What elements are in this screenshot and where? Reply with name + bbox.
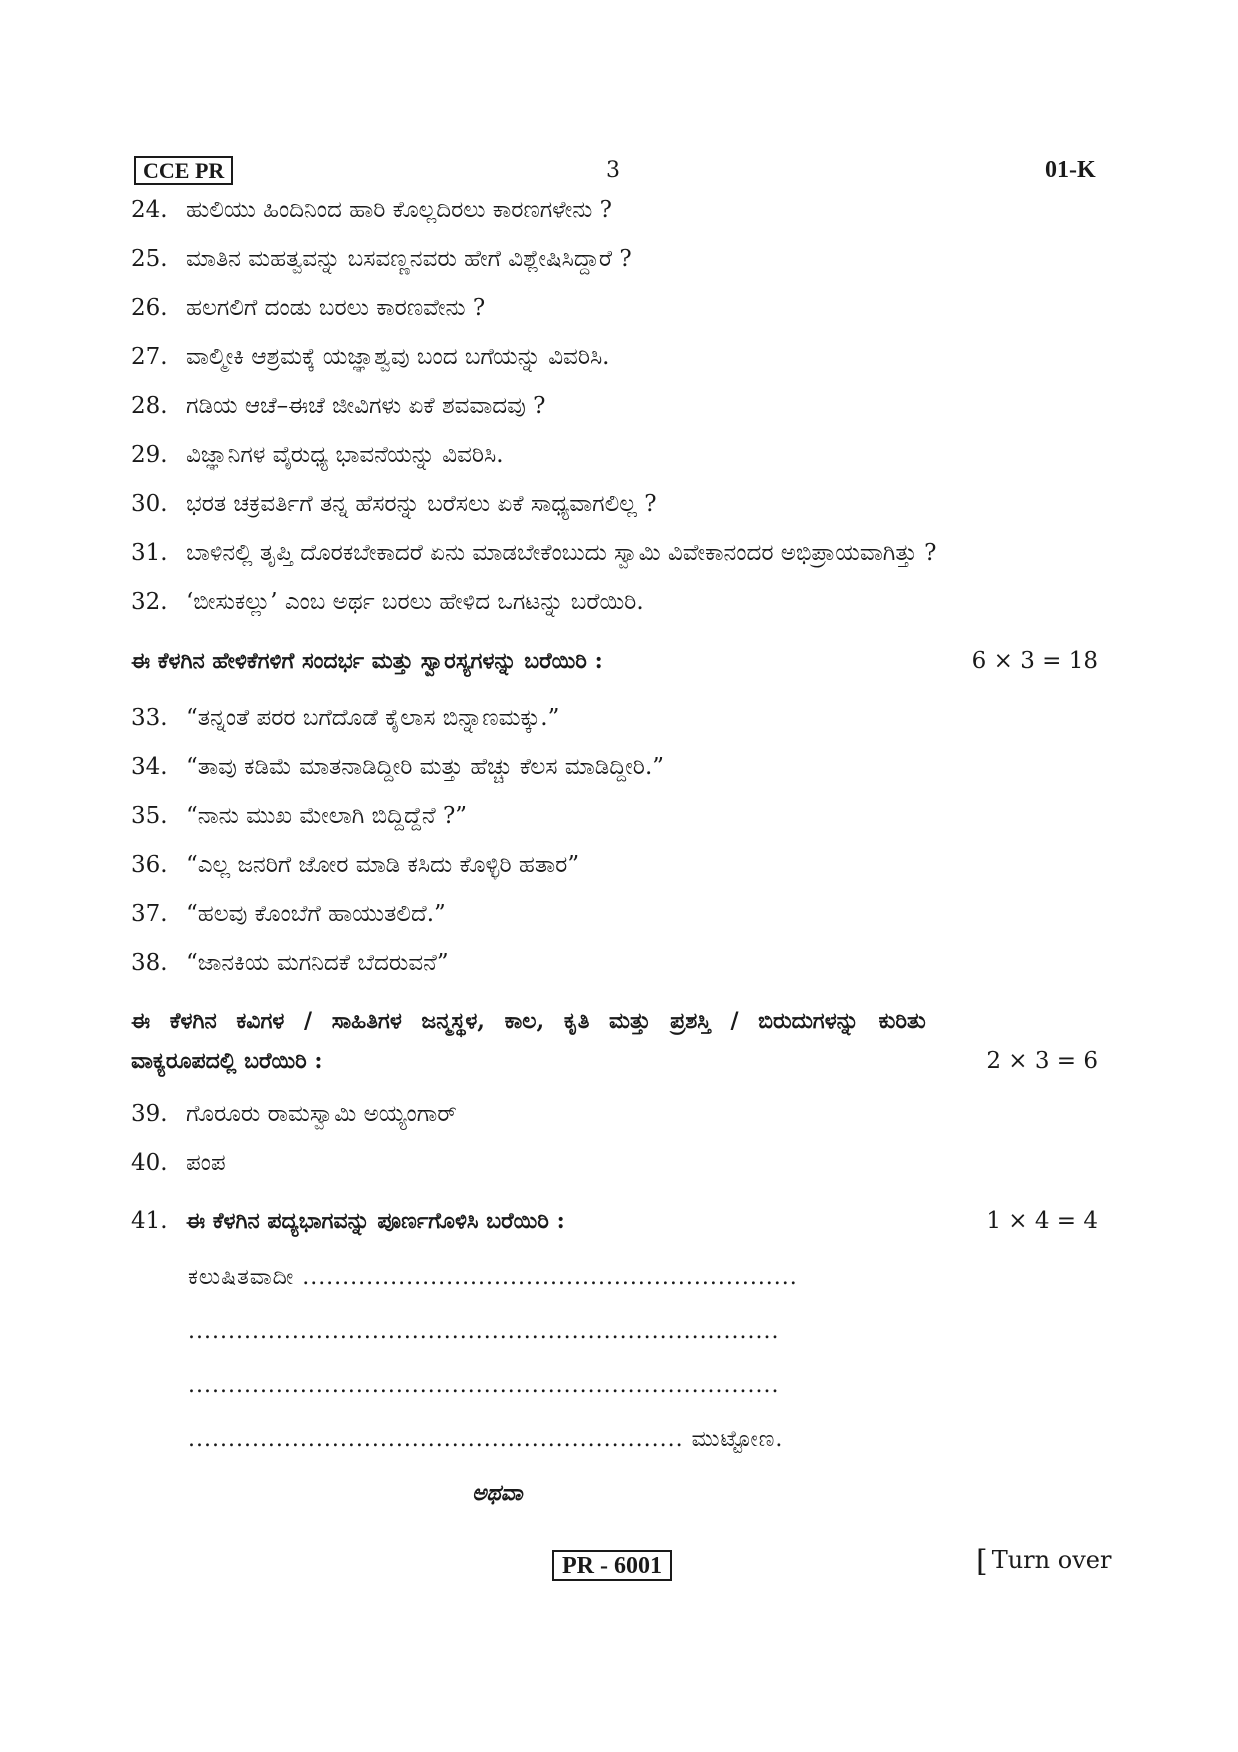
question-item: [131, 1147, 226, 1179]
question-item: [131, 849, 579, 881]
question-number: 33.: [131, 705, 168, 731]
question-item: [131, 488, 657, 520]
subject-code: 01-K: [1045, 157, 1096, 183]
question-item: [131, 292, 485, 324]
question-item: [131, 1098, 457, 1130]
question-item: [131, 439, 504, 471]
question-text: ಹಲಗಲಿಗೆ ದಂಡು ಬರಲು ಕಾರಣವೇನು ?: [186, 295, 486, 321]
question-text: ಬಾಳಿನಲ್ಲಿ ತೃಪ್ತಿ ದೊರಕಬೇಕಾದರೆ ಏನು ಮಾಡಬೇಕೆಂಬುದು ಸ್ವಾಮಿ ವಿವೇಕಾನಂದರ ಅಭಿಪ್ರಾಯವಾಗಿತ್ತು ?: [186, 540, 937, 566]
question-text: “ಹಲವು ಕೊಂಬೆಗೆ ಹಾಯುತಲಿದೆ.”: [186, 901, 446, 927]
question-text: ವಾಲ್ಮೀಕಿ ಆಶ್ರಮಕ್ಕೆ ಯಜ್ಞಾಶ್ವವು ಬಂದ ಬಗೆಯನ್ನು ವಿವರಿಸಿ.: [186, 344, 610, 370]
question-number: 40.: [131, 1150, 168, 1176]
question-number: 24.: [131, 197, 168, 223]
question-item: [131, 537, 937, 569]
question-number: 39.: [131, 1101, 168, 1127]
page-number: 3: [606, 158, 620, 183]
question-text: ಹುಲಿಯು ಹಿಂದಿನಿಂದ ಹಾರಿ ಕೊಲ್ಲದಿರಲು ಕಾರಣಗಳೇನು ?: [186, 197, 612, 223]
question-number: 31.: [131, 540, 168, 566]
question-number: 26.: [131, 295, 168, 321]
section-instruction-poets-cont: ವಾಕ್ಯರೂಪದಲ್ಲಿ ಬರೆಯಿರಿ :: [131, 1048, 323, 1074]
question-text: ‘ಬೀಸುಕಲ್ಲು’ ಎಂಬ ಅರ್ಥ ಬರಲು ಹೇಳಿದ ಒಗಟನ್ನು ಬರೆಯಿರಿ.: [186, 589, 644, 615]
section-instruction-context: ಈ ಕೆಳಗಿನ ಹೇಳಿಕೆಗಳಿಗೆ ಸಂದರ್ಭ ಮತ್ತು ಸ್ವಾರಸ್ಯಗಳನ್ನು ಬರೆಯಿರಿ :: [131, 648, 603, 674]
question-text: ವಿಜ್ಞಾನಿಗಳ ವೈರುಧ್ಯ ಭಾವನೆಯನ್ನು ವಿವರಿಸಿ.: [186, 442, 504, 468]
question-text: ಮಾತಿನ ಮಹತ್ವವನ್ನು ಬಸವಣ್ಣನವರು ಹೇಗೆ ವಿಶ್ಲೇಷಿಸಿದ್ದಾರೆ ?: [186, 246, 632, 272]
question-number: 30.: [131, 491, 168, 517]
poem-blank-line: ..........................................................................: [188, 1373, 780, 1398]
paper-code-box: CCE PR: [134, 156, 233, 185]
question-text: ಗಡಿಯ ಆಚೆ–ಈಚೆ ಜೀವಿಗಳು ಏಕೆ ಶವವಾದವು ?: [186, 393, 546, 419]
question-number: 35.: [131, 803, 168, 829]
question-item: [131, 243, 632, 275]
poem-blank-line: ಕಲುಷಿತವಾದೀ ..............................................................: [188, 1265, 798, 1290]
question-item: [131, 341, 609, 373]
question-number: 37.: [131, 901, 168, 927]
section-marks: 2 × 3 = 6: [986, 1048, 1098, 1074]
question-number: 29.: [131, 442, 168, 468]
question-text: ಈ ಕೆಳಗಿನ ಪದ್ಯಭಾಗವನ್ನು ಪೂರ್ಣಗೊಳಿಸಿ ಬರೆಯಿರಿ :: [186, 1208, 565, 1234]
question-number: 34.: [131, 754, 168, 780]
poem-blank-line: .............................................................. ಮುಟ್ಟೋಣ.: [188, 1427, 784, 1452]
question-number: 36.: [131, 852, 168, 878]
question-number: 38.: [131, 950, 168, 976]
question-text: ಪಂಪ: [186, 1150, 226, 1176]
question-item: [131, 702, 559, 734]
turn-over-note: [976, 1544, 1111, 1579]
poem-blank-line: ..........................................................................: [188, 1319, 780, 1344]
question-item: [131, 800, 467, 832]
question-number: 27.: [131, 344, 168, 370]
question-text: “ತನ್ನಂತೆ ಪರರ ಬಗೆದೊಡೆ ಕೈಲಾಸ ಬಿನ್ನಾಣಮಕ್ಕು.”: [186, 705, 560, 731]
section-marks: 1 × 4 = 4: [986, 1208, 1098, 1234]
question-number: 28.: [131, 393, 168, 419]
question-number: 32.: [131, 589, 168, 615]
question-item: [131, 194, 612, 226]
question-item: [131, 751, 664, 783]
question-text: ಭರತ ಚಕ್ರವರ್ತಿಗೆ ತನ್ನ ಹೆಸರನ್ನು ಬರೆಸಲು ಏಕೆ ಸಾಧ್ಯವಾಗಲಿಲ್ಲ ?: [186, 491, 657, 517]
section-instruction-poets: ಈ ಕೆಳಗಿನ ಕವಿಗಳ / ಸಾಹಿತಿಗಳ ಜನ್ಮಸ್ಥಳ, ಕಾಲ, ಕೃತಿ ಮತ್ತು ಪ್ರಶಸ್ತಿ / ಬಿರುದುಗಳನ್ನು ಕುರಿತು: [131, 1008, 926, 1034]
question-text: “ಎಲ್ಲ ಜನರಿಗೆ ಜೋರ ಮಾಡಿ ಕಸಿದು ಕೊಳ್ಳಿರಿ ಹತಾರ”: [186, 852, 580, 878]
question-item: [131, 390, 545, 422]
question-text: “ತಾವು ಕಡಿಮೆ ಮಾತನಾಡಿದ್ದೀರಿ ಮತ್ತು ಹೆಚ್ಚು ಕೆಲಸ ಮಾಡಿದ್ದೀರಿ.”: [186, 754, 665, 780]
question-text: ಗೊರೂರು ರಾಮಸ್ವಾಮಿ ಅಯ್ಯಂಗಾರ್: [186, 1101, 457, 1127]
question-text: “ಜಾನಕಿಯ ಮಗನಿದಕೆ ಬೆದರುವನೆ”: [186, 950, 449, 976]
question-item-41: [131, 1205, 565, 1237]
bracket-glyph: [: [976, 1544, 988, 1579]
question-number: 41.: [131, 1208, 168, 1234]
or-separator: ಅಥವಾ: [472, 1480, 523, 1506]
question-item: [131, 947, 449, 979]
question-text: “ನಾನು ಮುಖ ಮೇಲಾಗಿ ಬಿದ್ದಿದ್ದೆನೆ ?”: [186, 803, 468, 829]
question-item: [131, 898, 446, 930]
question-item: [131, 586, 644, 618]
paper-number-box: PR - 6001: [552, 1550, 672, 1581]
section-marks: 6 × 3 = 18: [971, 648, 1098, 674]
turn-over-label: Turn over: [991, 1546, 1112, 1574]
question-number: 25.: [131, 246, 168, 272]
